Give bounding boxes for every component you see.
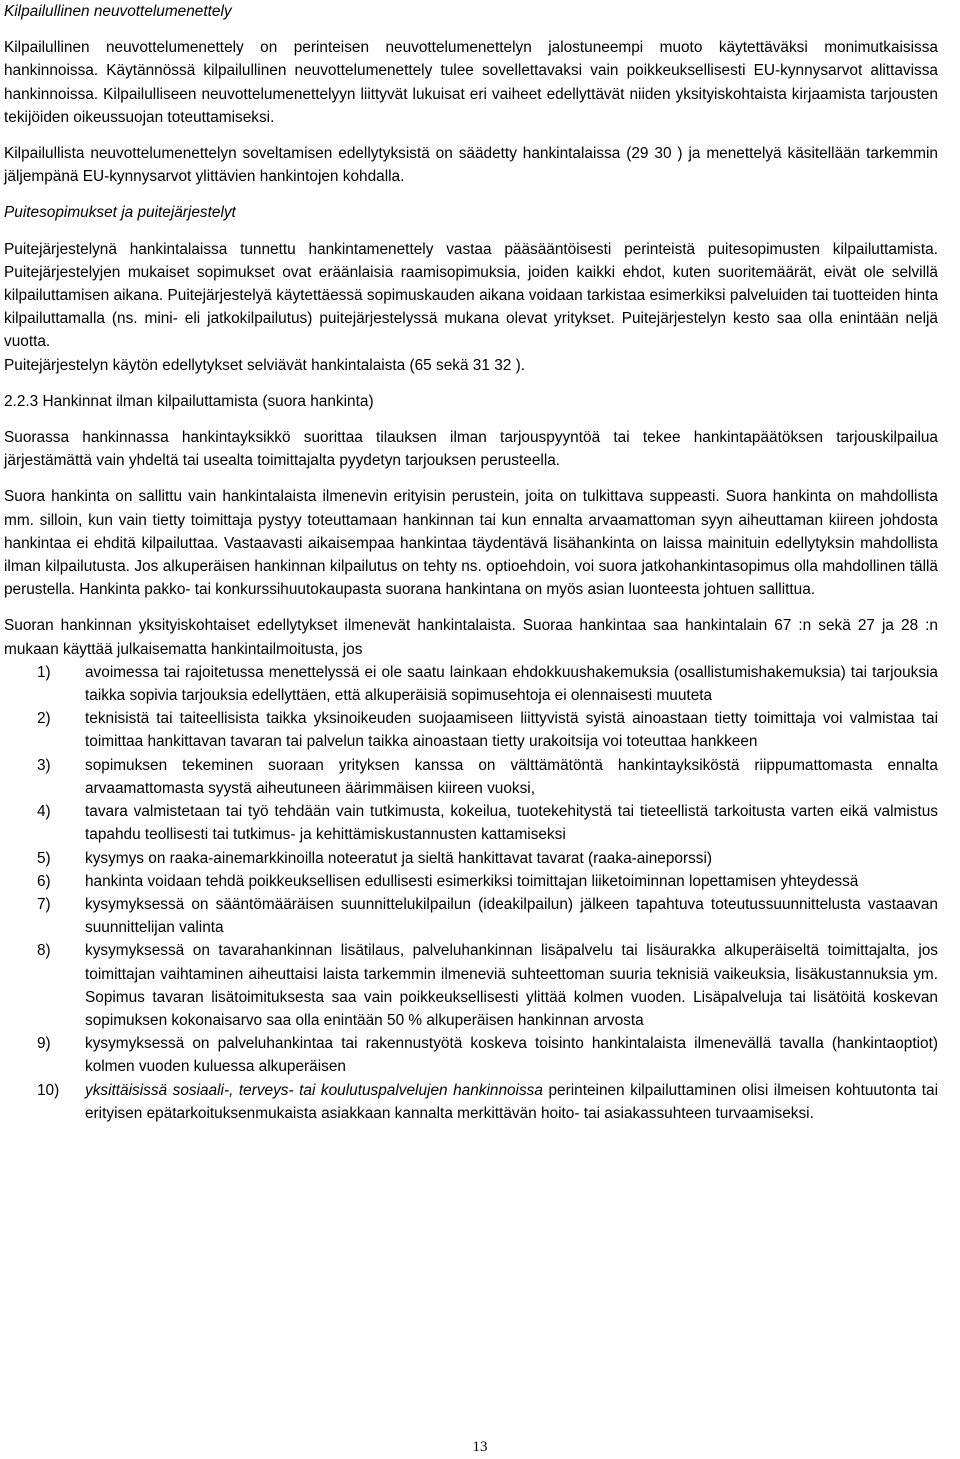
list-item	[4, 707, 938, 753]
section-heading: Kilpailullinen neuvottelumenettely	[4, 3, 232, 20]
list-item	[4, 661, 938, 707]
list-item-number: 9)	[37, 1035, 51, 1053]
list-item-number: 10)	[37, 1081, 60, 1099]
paragraph: Kilpailullista neuvottelumenettelyn soveltamisen edellytyksistä on säädetty hankintalaissa (29 30 ) ja menettelyä käsitellään tarkemmin jäljempänä EU-kynnysarvot ylittävien hankintojen kohdalla.	[4, 145, 938, 186]
list-item-number: 7)	[37, 895, 51, 913]
list-item	[4, 893, 938, 939]
paragraph: Puitejärjestelyn käytön edellytykset selviävät hankintalaista (65 sekä 31 32 ).	[4, 356, 525, 374]
list-item-text	[85, 1079, 938, 1125]
list-item	[4, 847, 938, 870]
list-item-number: 4)	[37, 803, 51, 821]
list-item-number: 8)	[37, 942, 51, 960]
list-item-number: 3)	[37, 756, 51, 774]
list-item-text: teknisistä tai taiteellisista taikka yksinoikeuden suojaamiseen liittyvistä syistä ainoastaan tietty toimittaja voi valmistaa tai toimittaa hankittavan tavaran tai palvelun taikka ainoastaan tietty urakoitsija voi toteuttaa hankkeen	[85, 710, 938, 751]
list-item	[4, 939, 938, 1032]
list-item-number: 5)	[37, 849, 51, 867]
list-item-text-rest: perinteinen kilpailuttaminen olisi ilmeisen kohtuutonta tai erityisen epätarkoituksenmukaista asiakkaan kannalta merkittävän hoito- tai asiakassuhteen turvaamiseksi.	[85, 1081, 939, 1122]
paragraph: Puitejärjestelynä hankintalaissa tunnettu hankintamenettely vastaa pääsääntöisesti perinteistä puitesopimusten kilpailuttamista. Puitejärjestelyjen mukaiset sopimukset ovat eräänlaisia raamisopimuksia, joiden kaikki ehdot, kuten suoritemäärät, eivät ole selvillä kilpailuttamisen aikana. Puitejärjestelyä käytettäessä sopimuskauden aikana voidaan tarkistaa esimerkiksi palveluiden tai tuotteiden hinta kilpailuttamalla (ns. mini- eli jatkokilpailutus) puitejärjestelyssä mukana olevat yritykset. Puitejärjestelyn kesto saa olla enintään neljä vuotta.	[4, 240, 938, 351]
list-item-text: tavara valmistetaan tai työ tehdään vain tutkimusta, kokeilua, tuotekehitystä tai tieteellistä tarkoitusta varten eikä valmistus tapahdu teollisesti tai tutkimus- ja kehittämiskustannusten kattamiseksi	[85, 803, 938, 844]
list-item-italic-text: yksittäisissä sosiaali-, terveys- tai koulutuspalvelujen hankinnoissa	[85, 1081, 543, 1099]
paragraph: Kilpailullinen neuvottelumenettely on perinteisen neuvottelumenettelyn jalostuneempi muoto käytettäväksi monimutkaisissa hankinnoissa. Käytännössä kilpailullinen neuvottelumenettely tulee sovellettavaksi vain poikkeuksellisesti EU-kynnysarvot alittavissa hankinnoissa. Kilpailulliseen neuvottelumenettelyyn liittyvät lukuisat eri vaiheet edellyttävät niiden yksityiskohtaista kirjaamista tarjousten tekijöiden oikeussuojan toteuttamiseksi.	[4, 39, 938, 126]
list-item	[4, 1079, 938, 1125]
list-item-text: sopimuksen tekeminen suoraan yrityksen kanssa on välttämätöntä hankintayksiköstä riippumattomasta ennalta arvaamattomasta syystä aiheutuneen äärimmäisen kiireen vuoksi,	[85, 756, 938, 797]
list-item-text: kysymys on raaka-ainemarkkinoilla noteeratut ja sieltä hankittavat tavarat (raaka-aineporssi)	[85, 849, 713, 867]
list-item-text: avoimessa tai rajoitetussa menettelyssä ei ole saatu lainkaan ehdokkuushakemuksia (osallistumishakemuksia) tai tarjouksia taikka sopivia tarjouksia edellyttäen, että alkuperäisiä sopimusehtoja ei olennaisesti muuteta	[85, 663, 938, 705]
condition-list	[4, 661, 938, 1125]
list-item-number: 2)	[37, 710, 51, 728]
section-heading: Puitesopimukset ja puitejärjestelyt	[4, 204, 236, 222]
list-item	[4, 754, 938, 800]
list-item-text: kysymyksessä on palveluhankintaa tai rakennustyötä koskeva toisinto hankintalaista ilmenevällä tavalla (hankintaoptiot) kolmen vuoden kuluessa alkuperäisen	[85, 1035, 938, 1076]
paragraph: Suoran hankinnan yksityiskohtaiset edellytykset ilmenevät hankintalaista. Suoraa hankintaa saa hankintalain 67 :n sekä 27 ja 28 :n mukaan käyttää julkaisematta hankintailmoitusta, jos	[4, 617, 938, 658]
list-item-text: kysymyksessä on sääntömääräisen suunnittelukilpailun (ideakilpailun) jälkeen tapahtuva toteutussuunnittelusta vastaavan suunnittelijan valinta	[85, 895, 938, 937]
list-item-text: kysymyksessä on tavarahankinnan lisätilaus, palveluhankinnan lisäpalvelu tai lisäurakka alkuperäiseltä toimittajalta, jos toimittajan vaihtaminen aiheuttaisi laista tarkemmin ilmeneviä suhteettoman suuria teknisiä vaikeuksia, lisäkustannuksia ym. Sopimus tavaran lisätoimituksesta saa vain poikkeuksellisesti ylittää kolmen vuoden. Lisäpalveluja tai lisätöitä koskevan sopimuksen kokonaisarvo saa olla enintään 50 % alkuperäisen hankinnan arvosta	[85, 942, 938, 1029]
paragraph: Suorassa hankinnassa hankintayksikkö suorittaa tilauksen ilman tarjouspyyntöä tai tekee hankintapäätöksen tarjouskilpailua järjestämättä vain yhdeltä tai usealta toimittajalta pyydetyn tarjouksen perusteella.	[4, 429, 938, 470]
list-item-number: 6)	[37, 872, 51, 890]
list-item	[4, 800, 938, 846]
list-item	[4, 1032, 938, 1078]
paragraph: Suora hankinta on sallittu vain hankintalaista ilmenevin erityisin perustein, joita on tulkittava suppeasti. Suora hankinta on mahdollista mm. silloin, kun vain tietty toimittaja pystyy toteuttamaan hankinnan tai kun ennalta arvaamattoman syyn aiheuttaman kiireen johdosta hankintaa ei ehditä kilpailuttaa. Vastaavasti aikaisempaa hankintaa täydentävä lisähankinta on laissa mainituin edellytyksin mahdollista ilman kilpailutusta. Jos alkuperäisen hankinnan kilpailutus on tehty ns. optioehdoin, voi suora jatkohankintasopimus olla mahdollinen tällä perustella. Hankinta pakko- tai konkurssihuutokaupasta suorana hankintana on myös asian luonteesta johtuen sallittua.	[4, 488, 938, 599]
list-item	[4, 870, 938, 893]
list-item-text: hankinta voidaan tehdä poikkeuksellisen edullisesti esimerkiksi toimittajan liiketoiminnan lopettamisen yhteydessä	[85, 872, 859, 890]
page-number: 13	[472, 1439, 488, 1455]
list-item-number: 1)	[37, 663, 51, 681]
subsection-heading: 2.2.3 Hankinnat ilman kilpailuttamista (suora hankinta)	[4, 392, 374, 410]
